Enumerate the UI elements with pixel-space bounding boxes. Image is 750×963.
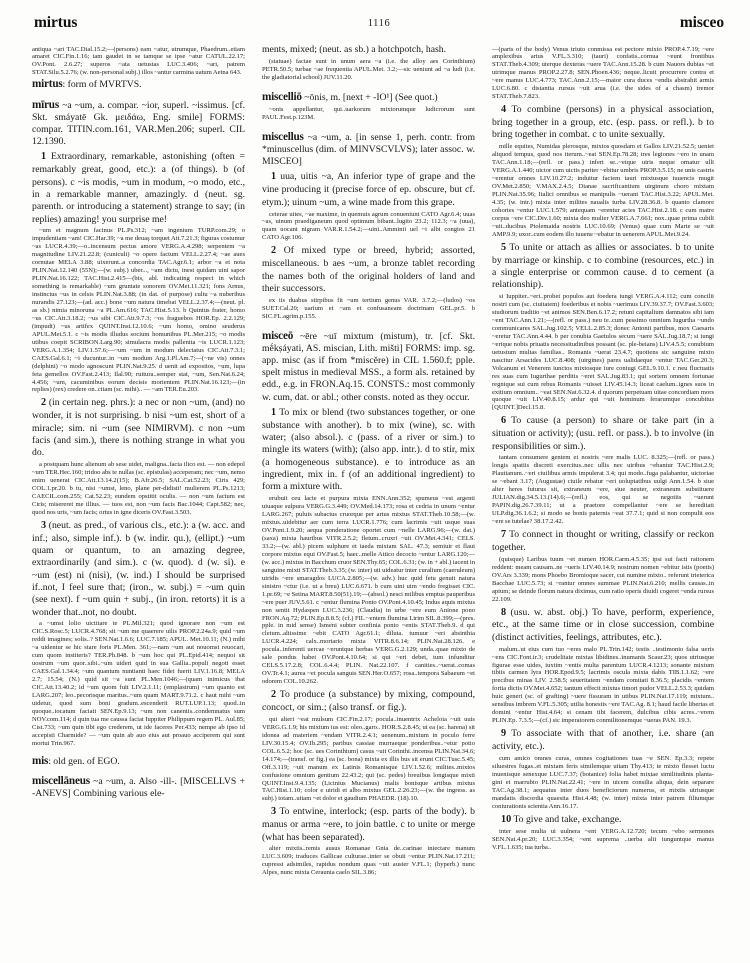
entry-miscellio — [262, 90, 475, 122]
sense-text: uua, uitis ~a, An inferior type of grape and the vine producing it (precise force of ep. obscure, but cf. etym.); uinum ~um, a wine made from this grape. — [262, 171, 475, 208]
running-head — [34, 14, 724, 36]
entry-headline — [262, 90, 475, 104]
headword-rest: ~ōnis, m. [next + -IO¹] (See quot.) — [301, 91, 438, 103]
sense-block — [262, 171, 475, 209]
sense-number: 4 — [501, 104, 507, 116]
entry-continuation: ments, mixed; (neut. as sb.) a hotchpotch, hash. — [262, 44, 447, 55]
sense-number: 6 — [501, 415, 507, 427]
headword-rest: ~a ~um, a. [in sense 1, perh. contr. from *minuscellus (dim. of MINVSCVLVS); later assoc. w. MISCEO] — [262, 131, 475, 168]
sense-block — [262, 689, 475, 714]
sense-text: To entwine, interlock; (esp. parts of the body). b manus or arma ~ere, to join battle. c to unite or merge (what has been separated). — [262, 806, 475, 843]
sense-block — [492, 814, 714, 827]
sense-block — [262, 806, 475, 844]
citation-block: alter mixtis..remis ausus Romanae Gnia de..carinae iniectare manum LUC.3.609; traduces Gallicae culturae..inter se obuii ~entur PLIN.Nat.17.211; cupressi adsimiles, rapidus nondum quas ~uit auster V.FL.1; (hyperb.) nunc Alpes, nunc mixta Ceraunia caelo SIL.3.86; — [262, 845, 475, 877]
citation-block: cum amico omnes curas, omnes cogitationes tuas ~e SEN. Ep.3.3; repete siluestres fugas..et mixtam feris similemque uitam Thy.413; te mixto flesset luctu inuenisque senexque LUC.7.37; (botanice) folia habet mixtae similitudinis planta-gini et marrubio PLIN.Nat.22.41; ~ere in uicem consilia aliqua, dein separare TAC.Ag.38.1; aequatus inter duos beneficiorum numerus, et mixtis utriusque mandatis discordia quaesita Hist.4.48; (w. inter) mixta inter patrem filiumque coniurationis scientia Ann.16.17. — [492, 754, 714, 810]
entry-misceo — [262, 329, 475, 878]
headword-rest: ~ēre ~uī mixtum (mistum), tr. [cf. Skt. mḗkṣáyati, AS. miscian, Lith. mišti] FORMS: imp. sg. app. misc (as if from *miscĕre) in CIL 1.560.f; pple. spelt mistus in medieval MSS., a form als. retained by edd., e.g. in FRON.Aq.15. CONSTS.: most commonly w. cum, dat. or abl.; other consts. noted as they occur. — [262, 330, 475, 403]
citation-block: malum..ut eius cum tuo ~eres malo PL.Trin.142; testis ..testimonio falsa ueris ~ens CIC.Font.ir.3; crudelitate mixtas libidines..inumanis Scaur.23; quos utriusque figurae esse uides, iuxtim ~entis multa parentum LUCR.4.1213; sonante mixtum tibiis carmen lyra HOR.Epod.9.5; lacrimis oscula mixta dabis TIB.1.1.62; ~ere precibus minas LIV. 2.58.5; seueritatem ~endam comitati 8.36.5; placidis ~entem fortia dictis OV.Met.4.652; tantum effecit mixtus timori pudor VELL.2.53.3; quidam huic generi (sc. of grafting) ~uere fissuram in utibus PLIN.Nat.17.119; mixtum.. sensibus imbrem V.FL.5.305; utilia honestis ~ere TAC.Ag. 8.1; haud facile libertas et domini ~entur Hist.4.64; si cenam tibi facerem, dulcibus cibis acres..~erem PLIN.Ep. 7.3.5;—(cf.) sic imperatorem conmilitonemque ~ueras PAN. 19.3. — [492, 645, 714, 725]
entry-headline — [32, 77, 245, 91]
entry-miscellus — [262, 130, 475, 321]
sense-number: 1 — [271, 406, 277, 418]
sense-text: To connect in thought or writing, classify or reckon together. — [492, 529, 714, 553]
sense-text: Extraordinary, remarkable, astonishing (often = remarkably great, good, etc.): a (of things). b (of persons). c ~is modis, ~um in modum, ~o modo, etc., in a remarkable manner, amazingly. d (neut. sg. parenth. or introducing a statement) strange to say; (in replies) amazing! you surprise me! — [32, 151, 245, 225]
headword-rest: ~a ~um, a. compar. ~ior, superl. ~issimus. [cf. Skt. smáyatē Gk. μειδάω, Eng. smile] FORMS: compar. TITIN.com.161, VAR.Men.206; superl. CIL 12.1390. — [32, 99, 245, 148]
sense-block — [492, 728, 714, 753]
sense-block — [32, 151, 245, 226]
sense-block — [492, 529, 714, 554]
column-container — [32, 44, 724, 956]
sense-block — [32, 520, 245, 619]
sense-block — [492, 104, 714, 142]
sense-block — [262, 245, 475, 295]
sense-number: 3 — [41, 519, 47, 531]
column-3 — [492, 44, 714, 956]
citation-block: tantam consumere gentem et nostris ~ere malis LUC. 8.325;—(refl. or pass.) longis spatiis discreti exercitus..nec ullis nec uiribus ~ebantur TAC.Hist.2.9; Plautianum..~eri ciuilibus armis impulerat 3.4; qui modo..fuga palabantur, uictoriae se ~ebant 3.17; (Augustae) ciuile rebatur ~eri uoluptatibus uulgi Ann.1.54. b siue alter heres futurus sit, extraneum ~ere, siue neuter, extraneum substituere JULIAN.dig.34.5.13.(14).6;—(refl.) eos, qui se negotiis ~uerunt PAPIN.dig.26.7.39.11; ut a praetore compellantur ~ere se hereditati ULP.dig.36.1.6.2; si modo se bonis paternis ~eat 37.7.1; quid si non compulit eos ~ere se tutelae? 38.17.2.42. — [492, 454, 714, 526]
citation-block: ~onis appellantur, qui..uarkorum mixtorumque ludicrorum sunt PAUL.Fest.p.123M. — [262, 105, 475, 121]
entry-mirus — [32, 98, 245, 748]
sense-text: (usu. w. abst. obj.) To have, perform, experience, etc., at the same time or in close succession, combine (distinct activities, feelings, attributes, etc.). — [492, 606, 714, 643]
headword: mis — [32, 754, 49, 767]
sense-block — [492, 415, 714, 453]
sense-number: 2 — [271, 245, 277, 257]
sense-number: 8 — [501, 606, 507, 618]
headword: miscellus — [262, 130, 304, 143]
citation-block: a ~umst lolio uictitare te PL.Mil.321; quod ignorare non ~um est CIC.S.Rosc.5; LUCR.4.768; sit ~um me quaerere uilis PROP.2.24a.9; quid ~um reddi imagines; solis..? SEN.Nat.1.6.6; LUC.7.185; APUL. Met.10.11; (N.) mihi ~a uidentur se hic stare foris PL.Men. 361;—nam ~um aut nouomst reuocari, cum quom institeris? TER.Ph.848. b ~um hoc qui PL.Epid.414; nequoi sit uostrum ~um quor..sibi..~um uideri quid in sua Gallia..populi negoti esset CAES.Gal.1.34.4; ~um quantum nuntianti haec fidei fuerit LIV.1.16.8; MELA 2.7; 15.54; (N.) quid sit ~a sunt PL.Men.1046;—(quam inimicus ibat CIC.Att.13.40.2; id ~um quom fuit LIV.2.1.11; (emplastrum) ~um quanto est LARG.207; leo..pecorisque maritus..~um quam MART.9.71.2. c haut mihi ~um uidetur, quod sum boni gradum..escenderit RUT.LUP.1.13; quod..in quoque..iocatum faciati SEN.Ep.9.13; ~um non canentis..condemnatus sum NOV.com.114; d quin tua me caussa faciat Iuppiter Philippum regem PL. Aul.85; Cist.733; ~um quin tibi ego crederem, ut ide faceres Per.433; nempe ab ipso id accepisti Charmide? — ~um quin ab auo eius aut proauo acciperem qui sunt mortui Trin.967. — [32, 620, 245, 747]
entry-mirtus — [32, 77, 245, 91]
page-number: 1116 — [367, 18, 391, 29]
sense-text: To mix or blend (two substances together, or one substance with another). b to mix (wine), sc. with water; (also absol.). c (pass. of a river or sim.) to mingle its waters (with); (also app. intr.). d to stir, mix (a homogeneous substance). e to introduce as an ingredient, mix in. f (of an additional ingredient) to form a mixture with. — [262, 406, 475, 493]
running-head-right: misceo — [679, 14, 724, 31]
sense-text: To unite or attach as allies or associates. b to unite by marriage or kinship. c to combine (resources, etc.) in a single enterprise or common cause. d to cement (a relationship). — [492, 241, 714, 291]
headword-rest: : old gen. of EGO. — [48, 755, 120, 767]
headword: miscelliō — [262, 90, 302, 103]
sense-text: (neut. as pred., of various cls., etc.): a (w. acc. and inf.; also, simple inf.). b (w. indir. qu.), (ellipt.) ~um quam or quantum, to an amazing degree, extraordinarily (and sim.). c (w. quod). d (w. si). e ~um (est) ni (nisi), (w. ind.) I should be surprised if..not, I feel sure that; (iron., w. subj.) = ~um quin (see next). f ~um quin + subj., (in iron. retorts) it is a wonder that..not, no doubt. — [32, 519, 245, 618]
sense-text: Of mixed type or breed, hybrid; assorted, miscellaneous. b aes ~um, a bronze tablet recording the names both of the original holders of land and their successors. — [262, 245, 475, 294]
citation-block: ~um et magnum facinus PL.Ps.312; ~am ingenium TURP.com.29; o impudentiam ~am! CIC.Har.39; ~a me deuaş torquet Att.7.21.3; figuras costumur ~as LUCR.4.39;—o..incensum pectus amore VERG.A.4.298; serpentem ~a magnitudine LIV.21.22.8; (cuniculi) ~o opere factum VELL.2.27.4; ~ae aues cornutae MELA 3.88; uixerunt..a concordia TAC.Agr.6.1; arbor ~a et nota PLIN.Nat.12.140 (55N);—(w. subj.) uber..., ~am dictu, inest quidam uini sapor PLIN.Nat.16.122; TAC.Hist.2.415—(bis, abl. indicating respect in which something is remarkable) ~um gruntate sonorem OV.Met.11.321; fons Arnus, instinctus ~us in celsis PLIN.Nat.3.88; (in dat. of purpose) cultu ~a nuberibus nurandis 27.123;—(ad. acc.) bone ~um natura timebat VELL.2.37.4;—(neut. pl. as sb.) nimia minoruna ~a PL.Am.616; TAC.Hist.5.13. b Quintus frater, homo ~us CIC.Att.3.18.2; ~us sibi CIC.Att.9.7.3; ~os fraguebos HOR.Ep. 2.2.129; (impudt) ~us artifex QUINT.Inst.12.10.6; ~um homo, omino seuderus APUL.Met.5.1. c ~is modis illudus socium homunibus PL.Mer.215; ~o modis utibus coepit SCRIBON.Larg.90; simulacra modis pallenita ~is LUCR.1.123; VERG.A.1.354; LIV.1.57.6;—~um ~um in modum delectatus CIC.Att.7.3.1; CAES.Gal.6.1; ~i ducuntur..in ~um modum Arg.1.Pl.Am.7;—(~ne vis) onnes (delphini) ~o modo agnoscunt PLIN.Nat.9.25. d uenit ad expositos, ~um, lupa feta gemellos OV.Fast.2.413; Ilal.90; ruitura..semper stat, ~um, Sen.Nat.6.24; 4.456; ~um, cacuminibus eorum decisis morientem PLIN.Nat.16.123;—(in replies) (rex) credere on..citam (sc. mihi).. — ~am TER.Eu.203. — [32, 227, 245, 394]
column-1 — [32, 44, 245, 956]
citation-block: si Iuppiter..~eri..probet populos aut foedera iungi VERG.A.4.112; cum concilii nostri cum (sc. ciuitatem) foederibus et nobis ~uerimus LIV.39.37.7; OV.Fast.3.603; studiorum traditio ~et animos SEN.Ben.6.17.2; retuni capitalium damnatos sibi iam ~ent TAC.Ann.1.21;—(refl. or pass.) neu te..cum pessimo omnium Iugurtha ~undo communicares SAL.Jug.102.5; VELL.2.85.3; donec Antonii partibus, mox Caesaris ~eretur TAC.Ann.4.44. b per conubia Gaetulos secum ~uere SAL.Jug.18.7; si iungi ~erique nobis priuatis necessitudinibus possant (sc. ple-beians) LIV.4.5.5; conubium uetustum multas familias.. Romanis ~uerat 23.4.7; quotiens sic sanguine mixto nascitur Arsacides LUC.8.408; (uirgines) pares ualidaeque ~entur TAC.Ger.20.3; Volcanum et Venerem iunctos mixtosque iure coniugi GEL.9.10.1. c neu fluctuatis res suas cum Iugurthae perditis ~eret SAL.Jug.83.1; qui sortem omnem fortunae regnique sui cum rebus Romanis ~uisset LIV.45.14.3; liceat caelum..ignes suos in exitium omnium.. ~eat SEN.Nat.6.32.4. d quorum perpetuam uitae concordiam mors quoque ~uit LIV.40.8.15; ardur qui ~uit hominum ferarumque concubitus [QUINT.]Decl.15.8. — [492, 293, 714, 412]
sense-text: (in certain neg. phrs.): a nec or non ~um, (and) no wonder, it is not surprising. b nisi ~um est, short of a miracle; sim. ni ~um (see NIMIRVM). c non ~um facis (and sim.), there is nothing strange in what you do. — [32, 397, 245, 459]
entry-headline — [262, 329, 475, 404]
sense-number: 7 — [501, 529, 507, 541]
citation-block: a postquam hunc alienum ab sese uidet, maligna..facta ilico est. — non edepol ~um TER.Hec.160; tridoo abs te nullas (sc. epistulas) acceperam; nec ~um, nemo enim uenerat CIC.Att.13.14.2(15); B.Afr.26.5; SAL.Cat.52.23; Ciris 429; COL.1.pr.20. b tu, nisi ~umst, leno, plane per-didisti! mulierem PL.Ps.1213; CAECIL.com.255; Cat.52.23; eundem opstitit oculis. — non ~um factum est Ciris; misereret me illius. — tuos est, non ~um facis Bac.1044; Capt.582; nec, quod nos uris, ~um facis; ortus in igne diceris OV.Fast.3.503. — [32, 461, 245, 516]
sense-number: 5 — [501, 241, 507, 253]
sense-block — [32, 397, 245, 459]
sense-text: To produce (a substance) by mixing, compound, concoct, or sim.; (also transf. or fig.). — [262, 689, 475, 714]
citation-block: ex iis duabus stirpibus fit ~um tertium genus VAR. 3.7.2;—(ludos) ~os SUET.Cal.20; uarium et ~am et confusaneam doctrinam GEL.pr.5. b SIC.FL.agrim.p.155. — [262, 296, 475, 320]
sense-number: 2 — [41, 397, 47, 409]
sense-block — [492, 607, 714, 645]
citation-block: erubuit ceu lacte et purpura mixta ENN.Ann.352; spumeus ~est argenti uiuaque sulpura VERG.G.3.449; OV.Med.14.173; rosa et cedria in unum ~entur LARG.267; puluis subactus cruorque per artus mixtus STAT.Theb.10.58;—(w. mixtus..uidebitur aer cum terra LUCR.1.776; cum lacrimis ~uit usque suas OV.Pont.1.9.20; aequa ponderatione oportet cum ~nelle LARG.96;—(w. dat.) (saxa) mixta hauribus VITR.2.5.2; fletum..cruxri ~uit OV.Met.4.341; CELS. 33.2;—(w. abl.) picem sulphure et taeda mixtam SAL. 47.3; semiuir et flaui corpore mixtus equi OV.Fast.5; haec..melle Attico decocto ~entur LARG.120;—(w. acc.) mixtus in Bacchum cruor SEN.Thy.65; COL.6.31; (w. in + abl.) iacent in sanguine mixti STAT.Theb.3.35; (w. inter) uti uideatur inter curalium (caeruleum) uiridis ~ere smaragdos LUCA.2.805;—(w. adv.) huc quid fetu genuit natura sinistro ~ctur (i.e. ut a breu) LUC.6.671. b cum uini uim ~endo fregisset CIC. 1.pr.69; ~e Setina MART.8.50(51).19;—(absol.) nesci milibus emptus pauperibus ~ere puer JUV.5.61. c ~entur flumina Ponto OV.Pont.4.10.45; Indus aquis mixtus non sentit Hydaspen LUC.3.236; (Claudia) in urbe ~ere eum Anione pono FRON.Aq.72; PLIN.Ep.8.8.5; (cf.) FIL ~entem flumina Lirim SIL.8.399;—(pres. pple. in mid sense) Ismeni subter confinia ponto ~entis STAT.Theb.9. d qui cletum..altissime ~ebit CATO Agr.61.1; diluta. tumuur ~eri absinthia LUCR.4.224; calx..mortario mixta VITR.8.6.14; PLIN.Nat.28.126. e pocula..inferenti uercae ~eruntque herbas VERG.G.2.129; unda..quae mixto de sale pondus habet OV.Pont.4.10.64; si qui ~eri debet, tum infunditur CELS.5.17.2.8; COL.6.4.4; PLIN. Nat.22.107. f canities..~uerat..comas OV.Tr.4.1; aurea ~et pocula sanguis SEN.Her.O.657; rosa..tempora Sabaeum ~et odorem COL.10.262. — [262, 495, 475, 686]
headword: mīrus — [32, 98, 59, 111]
citation-block: mille equites, Numidas plerosque, mixtos quosdam et Gallos LIV.21.52.5; ueniet aliquod tempus, quod nos iterum..~eat SEN.Ep.78.28; tres legiones ~ero in unam TAC.Ann.1.18;—(refl. or pass.) infert se..~etque uiris neque ornatur ulli VERG.A.1.440; uictor cum uictis pariter ~ebitur umbris PROP.3.5.15; ne unis castris ~erentur omnes LIV.10.27.2; induitur faciem tauri mixtusque iuuencis mugit OV.Met.2.850; V.MAX.2.4.5; Dianae sacrificantium uirginum choro mixtam PLIN.Nat.35.96; Italici omnibus se manipulis ~uerant TAC.Hist.3.22; APUL.Met. 4.35; (w. intr.) mixta inter milites naualis turba LIV.28.36.8. b quanto clamore cohortes ~entur LUC.1.579; antequam ~erentur acies TAC.Hist.2.18. c cum matre corpus ~ere CIC.Div.1.60; mixta deo mulier VERG.A.7.661; nox..quae prima cubili ~uit..ducibus Ptolemaida nostris LUC.10.69; (Venus) quae cum Marte se ~uit AMP.9.9; uxor..cum eodem illo iuuene ~ebatur in uenerem APUL.Met.9.24. — [492, 143, 714, 238]
running-head-left: mirtus — [34, 14, 78, 31]
citation-block: antiqua ~ari TAC.Dial.15.2;—(persons) eam ~atur, utrumque, Phaedrum..etiam amaret CIC.Fin.1.16; tam gaudet in se tamque se ipse ~atur CATUL.22.17; OV.Pont. 2.6.27; superos ~ata uetustas LUC.3.406; ~ari, patrem STAT.Silu.5.2.76; (w. non-personal subj.) illos ~antur carmina uatum Aetna 643. — [32, 45, 245, 77]
sense-block — [262, 407, 475, 494]
headword: misceō — [262, 329, 294, 342]
citation-block: inter sese multa ui uulnera ~ent VERG.A.12.720; tecum ~ebo sermones SEN.Nat.4.pr.20; LUC.3.354; ~ent suprema ..uerba alii iunguntque manus V.FL.1.635; tua turba.. — [492, 828, 714, 851]
sense-number: 1 — [41, 151, 47, 163]
headword: miscellāneus — [32, 774, 90, 787]
citation-block: qui alteri ~eat mulsum CIC.Fin.2.17; pocula..inuentrix Acheloia ~uit uuis VERG.G.1.9; his mixtum ius est: oleo..garo.. HOR.S.2.8.45; ut ea (sc. harena) sit idonea ad materiem ~endam VITR.2.4.1; uenenum..mixtum in poculo ferre LIV.30.15.4; OV.Ib.295; paribus cassiae murraeque ponderibus..~etur potio COL.6.5.2; hoc (sc. ues Corinthium) casus ~uit Corinthi..incensa PLIN.Nat.34.6; 14.174;—(transf. or fig.) ea (sc. bona) mixta ex illis bus sit erunt CIC.Tusc.5.45; Off.3.119; ~uit manum ex Latinis Romanisque LIV.1.52.6; milites..mixtos confusione omnium gentium 22.43.2; qui (sc. pedes) breuibus longisque mixti QUINT.Inst.9.4.135; (Licinius Mucianus) malis bonisque artibus mixtus TAC.Hist.1.10; color e uiridi et albo mixtus GEL.2.26.23;—(w. the ingress. as subj.) totam..uitam ~et dolor et gaudium PHAEDR. (18).10. — [262, 715, 475, 803]
sense-number: 1 — [271, 171, 277, 183]
headword: mirtus — [32, 78, 63, 91]
entry-headline — [262, 130, 475, 169]
sense-number: 2 — [271, 689, 277, 701]
entry-mis — [32, 754, 245, 768]
citation-block: —(parts of the body) Venus triuto conmissa est pectore mixto PROP.4.7.19; ~ere amplexibus artus V.FL.3.310; (tauri) confatis..cornua ~eunt frontibus STAT.Theb.4.309; uterque dexteras ~uere TAC.Ann.15.28. b cum Nauors dubias ~et utrimque manus PROP.2.27.8; SEN.Phoen.436; neque..licuit procurrere contra et ~ere manus LUC.4.773; TAC.Ann.2.15;—maior cura duces ~endis abstrahit armis LUC.6.80. c distantia rursus ~uit arua (i.e. the sides of a chasm) tremor STAT.Theb.7.823. — [492, 45, 714, 101]
sense-number: 10 — [501, 813, 512, 825]
entry-headline — [32, 98, 245, 149]
sense-text: To combine (persons) in a physical association, bring together in a group, etc. (esp. pass. or refl.). b to bring together in combat. c to unite sexually. — [492, 104, 714, 141]
sense-number: 9 — [501, 728, 507, 740]
entry-misceo-continued — [492, 104, 714, 852]
headword-rest: ~a ~um, a. Also -ill-. [MISCELLVS + -ANEVS] Combining various ele- — [32, 775, 245, 800]
sense-text: To give and take, exchange. — [513, 813, 622, 825]
column-2 — [262, 44, 475, 956]
citation-block: (statuae) factae sunt in unum aera ~a (i.e. the alloy aes Corinthium) PETR.50.5; turbae ~ae frequentia APUL.Met. 3.2;—sic ueniunt ad ~a ludi (i.e. the gladiatorial school) JUV.11.20. — [262, 57, 475, 81]
sense-number: 3 — [271, 806, 277, 818]
entry-headline — [32, 774, 245, 800]
sense-text: To associate with that of another, i.e. share (an activity, etc.). — [492, 728, 714, 753]
headword-rest: : form of MVRTVS. — [62, 79, 142, 91]
citation-block: (quisque) Laribus tuum ~et numen HOR.Carm.4.5.35; ipsi sui facti rationem reddent: meam causam..ne ~ueris LIV.40.14.9; nostrum nomen ~ebitur istis (poetis) OV.Ars 3.339; mons Phoebo Bromioque sacer, cui numine mixto.. referunt trieterica Bacchae LUC.5.73; si ~rantur omnes summae PLIN.Nat.6.210; mellis causas..in apium; se deinde florum natura diximus, cum ratio operis diuidi cogeret ~enda rursus 22.109. — [492, 555, 714, 603]
citation-block: ceterae uites, ~ae maxime, in quemuis agrum conueniunt CATO Agr.6.4; uuas ~as, uinum praediganeum quod optimum bibant..lugito 23.2; 112.3; ~a (uua), quam uocant nigram VAR.R.1.54.2;—uini..Amminii uel ~i albi congios 21 CATO Agr.106. — [262, 210, 475, 242]
sense-block — [492, 242, 714, 292]
sense-text: To cause (a person) to share or take part (in a situation or activity); (usu. refl. or pass.). b to involve (in responsibilities or sim.). — [492, 415, 714, 452]
entry-headline — [32, 754, 245, 768]
entry-miscellaneus — [32, 774, 245, 800]
